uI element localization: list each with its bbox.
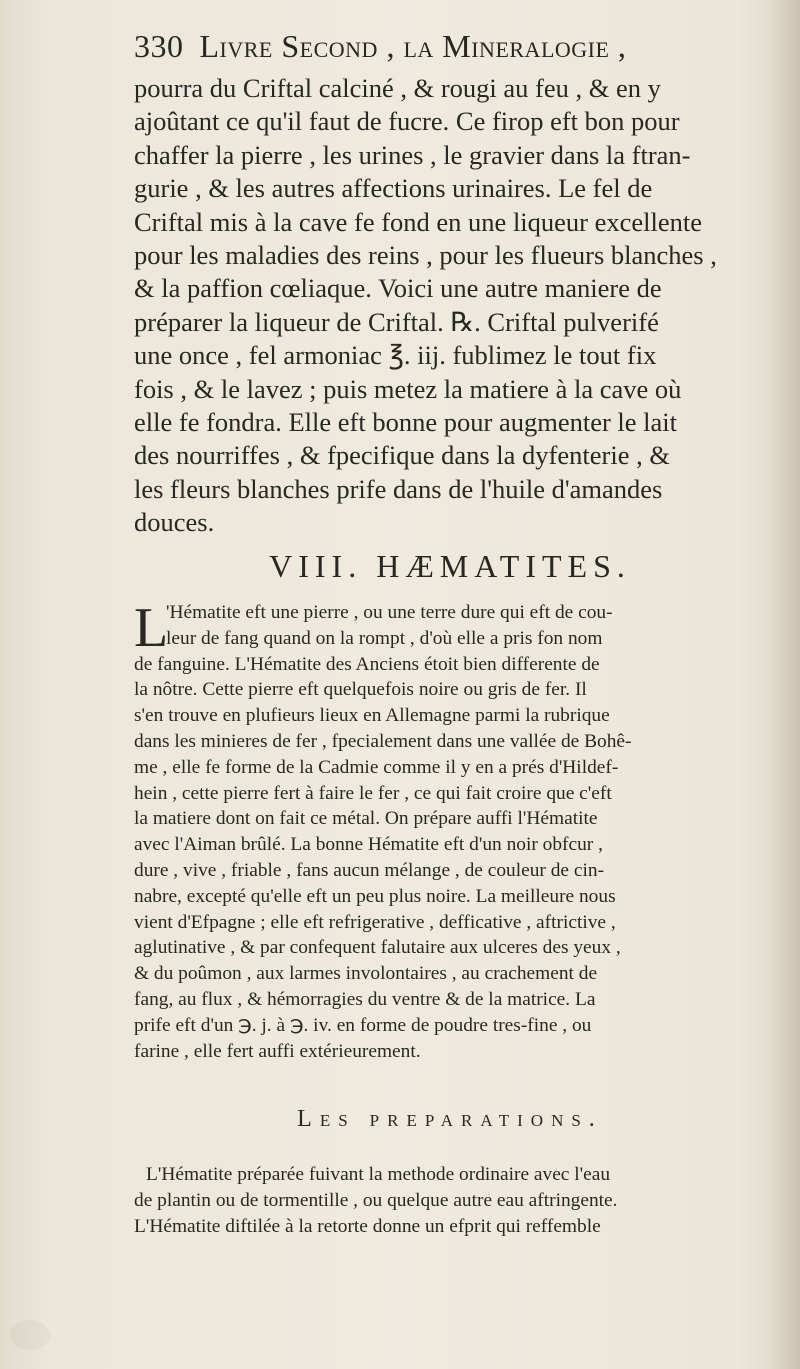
text-line: de fanguine. L'Hématite des Anciens étoit bien differente de (134, 653, 600, 675)
text-line: vient d'Efpagne ; elle eft refrigerative , defficative , aftrictive , (134, 911, 616, 933)
text-line: prife eft d'un ℈. j. à ℈. iv. en forme de poudre tres-fine , ou (134, 1014, 592, 1036)
text-line: ajoûtant ce qu'il faut de fucre. Ce firop eft bon pour (134, 106, 680, 137)
text-line: & du poûmon , aux larmes involontaires , au crachement de (134, 963, 598, 985)
page-number: 330 (134, 28, 184, 64)
text-line: la nôtre. Cette pierre eft quelquefois noire ou gris de fer. Il (134, 679, 587, 701)
text-line: préparer la liqueur de Criftal. ℞. Criftal pulverifé (134, 306, 659, 337)
text-line: 'Hématite eft une pierre , ou une terre dure qui eft de cou- (166, 602, 613, 623)
text-line: me , elle fe forme de la Cadmie comme il y en a prés d'Hildef- (134, 756, 619, 778)
running-head (134, 28, 774, 65)
text-line: fois , & le lavez ; puis metez la matiere à la cave où (134, 373, 682, 404)
text-line: pour les maladies des reins , pour les flueurs blanches , (134, 239, 717, 270)
text-line: pourra du Criftal calciné , & rougi au feu , & en y (134, 73, 661, 103)
text-line: L'Hématite préparée fuivant la methode ordinaire avec l'eau (146, 1164, 611, 1185)
text-line: s'en trouve en plufieurs lieux en Allemagne parmi la rubrique (134, 705, 610, 727)
text-line: L'Hématite diftilée à la retorte donne un efprit qui reffemble (134, 1216, 601, 1237)
text-line: chaffer la pierre , les urines , le gravier dans la ftran- (134, 139, 691, 170)
section-paragraph (134, 597, 766, 1064)
text-line: dure , vive , friable , fans aucun mélange , de couleur de cin- (134, 859, 605, 881)
text-line: avec l'Aiman brûlé. La bonne Hématite eft d'un noir obfcur , (134, 834, 603, 856)
text-line: nabre, excepté qu'elle eft un peu plus noire. La meilleure nous (134, 885, 616, 907)
text-line: & la paffion cœliaque. Voici une autre maniere de (134, 273, 662, 304)
text-line: douces. (134, 507, 215, 538)
running-head-title: Livre Second , la Mineralogie , (199, 28, 627, 64)
text-line: de plantin ou de tormentille , ou quelque autre eau aftringente. (134, 1190, 618, 1211)
page-edge-shadow (770, 0, 800, 1369)
text-line: les fleurs blanches prife dans de l'huile d'amandes (134, 473, 663, 504)
text-line: elle fe fondra. Elle eft bonne pour augmenter le lait (134, 406, 678, 437)
intro-paragraph (134, 72, 766, 539)
text-line: leur de fang quand on la rompt , d'où elle a pris fon nom (166, 627, 603, 649)
text-line: farine , elle fert auffi extérieurement. (134, 1040, 421, 1062)
text-line: Criftal mis à la cave fe fond en une liqueur excellente (134, 206, 703, 237)
text-line: aglutinative , & par confequent falutaire aux ulceres des yeux , (134, 937, 621, 959)
text-line: fang, au flux , & hémorragies du ventre & de la matrice. La (134, 988, 596, 1010)
text-line: hein , cette pierre fert à faire le fer , ce qui fait croire que c'eft (134, 782, 612, 804)
preparations-paragraph (134, 1162, 766, 1240)
text-line: dans les minieres de fer , fpecialement dans une vallée de Bohê- (134, 730, 632, 752)
drop-cap: L (134, 597, 169, 659)
text-line: la matiere dont on fait ce métal. On prépare auffi l'Hématite (134, 808, 598, 830)
preparations-heading: Les preparations. (297, 1106, 603, 1132)
text-line: des nourriffes , & fpecifique dans la dyfenterie , & (134, 440, 670, 471)
section-heading: VIII. HÆMATITES. (269, 548, 631, 584)
text-line: gurie , & les autres affections urinaires. Le fel de (134, 173, 653, 204)
text-line: une once , fel armoniac ℥. iij. fublimez le tout fix (134, 340, 657, 371)
paper-stain (10, 1320, 50, 1350)
